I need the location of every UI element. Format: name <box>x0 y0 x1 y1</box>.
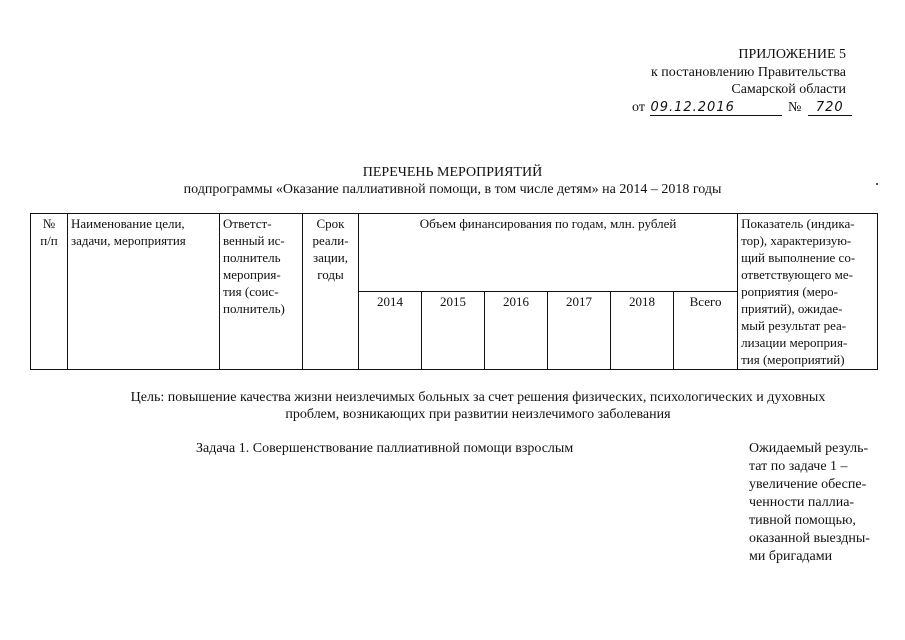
year-2017-header: 2017 <box>548 292 611 370</box>
year-2016-header: 2016 <box>485 292 548 370</box>
appendix-title: ПРИЛОЖЕНИЕ 5 <box>738 47 846 62</box>
page-subtitle: подпрограммы «Оказание паллиативной помощи, в том числе детям» на 2014 – 2018 годы <box>183 182 722 197</box>
col-financing-header: Объем финансирования по годам, млн. рублей <box>359 214 738 292</box>
expected-result-task-1: Ожидаемый резуль- тат по задаче 1 – увеличение обеспе- ченности паллиа- тивной помощью, оказанной выездны- ми бригадами <box>749 441 870 564</box>
appendix-date-line <box>632 99 852 117</box>
goal-line-2: проблем, возникающих при развитии неизлечимого заболевания <box>285 407 671 422</box>
scan-speck <box>876 183 878 185</box>
table-header-row-1 <box>31 214 878 292</box>
year-2015-header: 2015 <box>422 292 485 370</box>
year-2014-header: 2014 <box>359 292 422 370</box>
goal-line-1: Цель: повышение качества жизни неизлечимых больных за счет решения физических, психологических и духовных <box>130 390 826 405</box>
total-header: Всего <box>674 292 738 370</box>
number-value: 720 <box>808 100 852 116</box>
number-prefix: № <box>787 100 802 115</box>
col-responsible-header: Ответст- венный ис- полнитель мероприя- тия (соис- полнитель) <box>220 214 303 370</box>
task-1-title: Задача 1. Совершенствование паллиативной помощи взрослым <box>196 441 574 456</box>
appendix-line2: Самарской области <box>731 82 846 97</box>
col-name-header: Наименование цели, задачи, мероприятия <box>68 214 220 370</box>
col-term-header: Срок реали- зации, годы <box>303 214 359 370</box>
col-indicator-header: Показатель (индика- тор), характеризую- щий выполнение со- ответствующего ме- роприятия (меро- приятий), ожидае- мый результат реа- лизации мероприя- тия (мероприятий) <box>738 214 878 370</box>
date-prefix: от <box>632 100 645 115</box>
col-number-header: № п/п <box>31 214 68 370</box>
date-value: 09.12.2016 <box>650 100 782 116</box>
measures-table <box>30 213 878 370</box>
year-2018-header: 2018 <box>611 292 674 370</box>
appendix-line1: к постановлению Правительства <box>650 65 846 80</box>
page-title: ПЕРЕЧЕНЬ МЕРОПРИЯТИЙ <box>362 165 543 180</box>
